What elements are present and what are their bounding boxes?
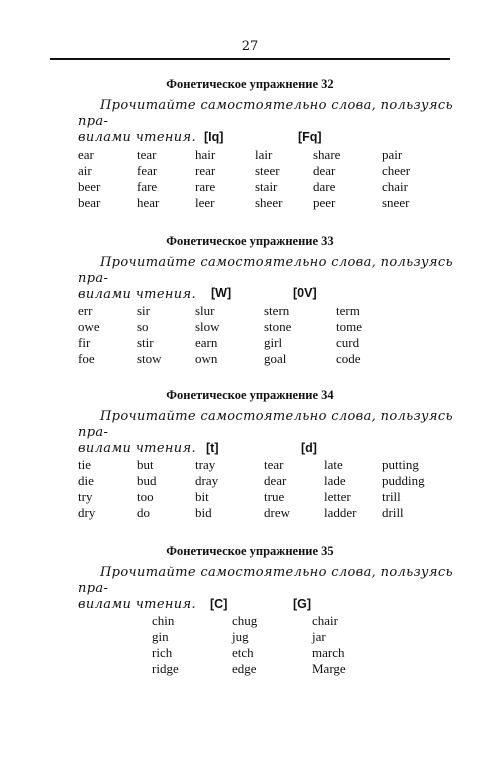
word-cell: chin	[152, 613, 175, 628]
word-cell: late	[324, 457, 343, 472]
word-cell: dear	[264, 473, 287, 488]
header-rule	[50, 58, 450, 60]
word-cell: tome	[336, 319, 362, 334]
word-cell: too	[137, 489, 154, 504]
word-cell: pudding	[382, 473, 425, 488]
phonetic-symbol: [0V]	[293, 286, 317, 300]
word-cell: owe	[78, 319, 100, 334]
word-cell: try	[78, 489, 93, 504]
exercise-title: Фонетическое упражнение 32	[166, 77, 334, 91]
instruction-line: Прочитайте самостоятельно слова, пользуясь пра-	[78, 255, 453, 286]
phonetic-symbol: [C]	[210, 597, 228, 611]
word-cell: code	[336, 351, 361, 366]
exercise-instruction	[78, 98, 460, 146]
word-cell: trill	[382, 489, 401, 504]
instruction-line: Прочитайте самостоятельно слова, пользуясь пра-	[78, 98, 453, 129]
page-number: 27	[241, 39, 259, 54]
instruction-line: Прочитайте самостоятельно слова, пользуясь пра-	[78, 565, 453, 596]
word-cell: dear	[313, 163, 336, 178]
word-cell: rear	[195, 163, 216, 178]
word-cell: tear	[264, 457, 284, 472]
word-cell: air	[78, 163, 92, 178]
phonetic-symbol: [G]	[293, 597, 312, 611]
word-cell: tear	[137, 147, 157, 162]
word-cell: true	[264, 489, 285, 504]
word-cell: steer	[255, 163, 280, 178]
word-cell: sneer	[382, 195, 410, 210]
word-cell: term	[336, 303, 360, 318]
word-cell: cheer	[382, 163, 411, 178]
word-cell: jug	[232, 629, 249, 644]
word-cell: etch	[232, 645, 254, 660]
word-cell: slur	[195, 303, 215, 318]
word-cell: chair	[312, 613, 338, 628]
word-cell: peer	[313, 195, 336, 210]
word-cell: stair	[255, 179, 278, 194]
phonetic-symbol: [Iq]	[204, 130, 224, 144]
word-cell: bit	[195, 489, 209, 504]
word-cell: tie	[78, 457, 91, 472]
word-cell: dry	[78, 505, 96, 520]
exercise-instruction	[78, 565, 460, 613]
exercise-title: Фонетическое упражнение 33	[166, 234, 334, 248]
word-cell: gin	[152, 629, 169, 644]
word-cell: rare	[195, 179, 216, 194]
word-cell: lade	[324, 473, 346, 488]
word-cell: own	[195, 351, 218, 366]
word-cell: chug	[232, 613, 258, 628]
word-cell: ladder	[324, 505, 357, 520]
word-cell: stow	[137, 351, 162, 366]
phonetic-symbol: [t]	[206, 441, 219, 455]
word-cell: Marge	[312, 661, 346, 676]
word-cell: stone	[264, 319, 292, 334]
word-cell: tray	[195, 457, 216, 472]
word-cell: edge	[232, 661, 257, 676]
word-cell: fear	[137, 163, 158, 178]
word-cell: bud	[137, 473, 157, 488]
word-cell: so	[137, 319, 149, 334]
word-cell: stern	[264, 303, 290, 318]
phonetic-symbol: [Fq]	[298, 130, 322, 144]
instruction-line: вилами чтения.	[78, 130, 196, 145]
word-cell: ear	[78, 147, 94, 162]
word-cell: sir	[137, 303, 150, 318]
word-cell: drill	[382, 505, 404, 520]
word-cell: jar	[312, 629, 326, 644]
word-cell: beer	[78, 179, 101, 194]
instruction-line: Прочитайте самостоятельно слова, пользуясь пра-	[78, 409, 453, 440]
word-cell: rich	[152, 645, 173, 660]
word-cell: pair	[382, 147, 403, 162]
word-cell: stir	[137, 335, 154, 350]
word-cell: die	[78, 473, 94, 488]
word-cell: dray	[195, 473, 219, 488]
exercise-title: Фонетическое упражнение 34	[166, 388, 334, 402]
word-cell: letter	[324, 489, 351, 504]
word-cell: goal	[264, 351, 287, 366]
exercise-instruction	[78, 409, 460, 457]
word-cell: putting	[382, 457, 419, 472]
word-cell: hair	[195, 147, 216, 162]
word-cell: dare	[313, 179, 336, 194]
instruction-line: вилами чтения.	[78, 287, 196, 302]
word-cell: earn	[195, 335, 218, 350]
word-cell: bid	[195, 505, 212, 520]
word-cell: bear	[78, 195, 101, 210]
word-cell: drew	[264, 505, 290, 520]
phonetic-symbol: [W]	[211, 286, 232, 300]
word-cell: hear	[137, 195, 160, 210]
word-cell: chair	[382, 179, 408, 194]
word-cell: but	[137, 457, 154, 472]
exercise-title: Фонетическое упражнение 35	[166, 544, 334, 558]
word-cell: curd	[336, 335, 360, 350]
word-cell: do	[137, 505, 150, 520]
exercise-instruction	[78, 255, 460, 303]
word-cell: slow	[195, 319, 220, 334]
word-cell: share	[313, 147, 341, 162]
word-cell: march	[312, 645, 345, 660]
instruction-line: вилами чтения.	[78, 441, 196, 456]
word-cell: lair	[255, 147, 273, 162]
phonetic-symbol: [d]	[301, 441, 317, 455]
word-cell: err	[78, 303, 93, 318]
word-cell: leer	[195, 195, 215, 210]
word-cell: girl	[264, 335, 283, 350]
word-cell: fir	[78, 335, 91, 350]
word-cell: foe	[78, 351, 95, 366]
instruction-line: вилами чтения.	[78, 597, 196, 612]
word-cell: fare	[137, 179, 158, 194]
word-cell: sheer	[255, 195, 283, 210]
word-cell: ridge	[152, 661, 179, 676]
